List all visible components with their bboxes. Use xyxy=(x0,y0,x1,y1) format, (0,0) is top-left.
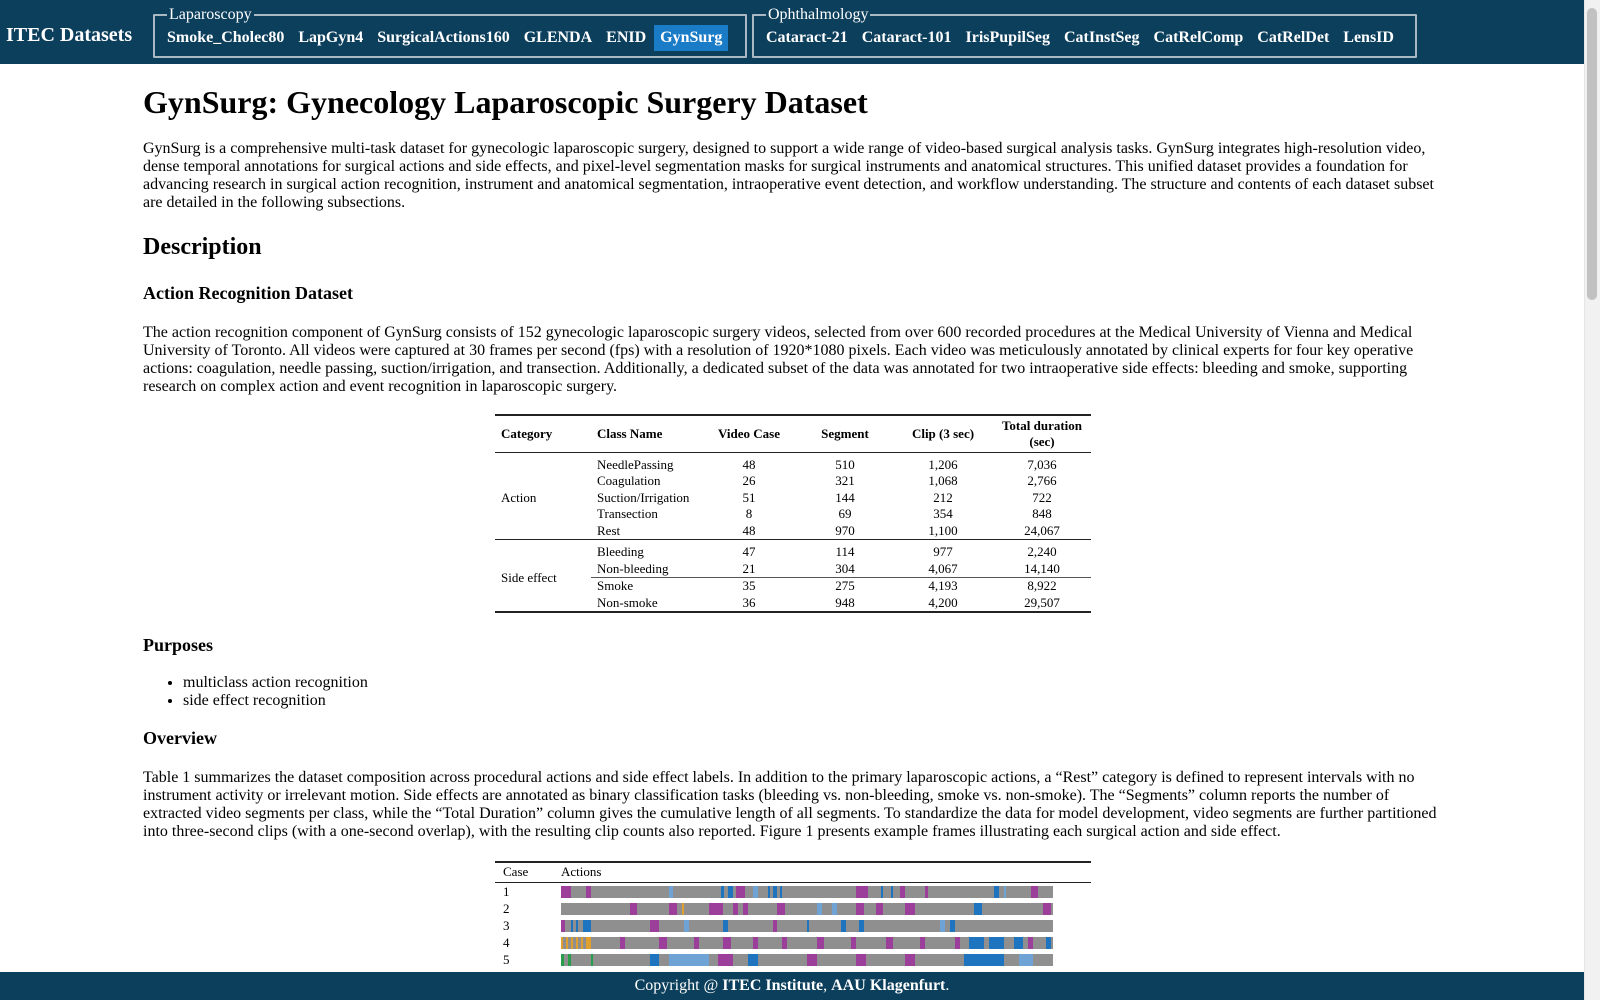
laparoscopy-links xyxy=(161,25,739,51)
timeline-segment xyxy=(955,937,960,949)
table-cell: 51 xyxy=(742,489,756,505)
timeline-row xyxy=(495,883,1091,900)
action-recognition-heading: Action Recognition Dataset xyxy=(143,282,353,303)
timeline-segment xyxy=(743,903,748,915)
timeline-bar xyxy=(561,954,1053,966)
table-cell: 4,193 xyxy=(893,578,993,595)
table-cell: NeedlePassing xyxy=(597,456,674,472)
table-cell: 948 xyxy=(835,594,855,610)
table-cell: 212 xyxy=(933,489,953,505)
dataset-composition-table xyxy=(495,414,1091,614)
ophthalmology-links xyxy=(760,25,1409,51)
table-header-cell: Class Name xyxy=(591,416,701,453)
timeline-segment xyxy=(659,937,666,949)
timeline-segment xyxy=(620,937,625,949)
timeline-segment xyxy=(709,903,724,915)
timeline-bar xyxy=(561,886,1053,898)
nav-link-catinstseg[interactable]: CatInstSeg xyxy=(1063,29,1140,46)
action-timeline-figure xyxy=(495,861,1091,968)
timeline-segment xyxy=(733,903,738,915)
table-cell: 4,067 xyxy=(928,560,958,576)
nav-link-glenda[interactable]: GLENDA xyxy=(523,29,593,46)
timeline-segment xyxy=(777,903,784,915)
timeline-segment xyxy=(940,920,945,932)
page-title: GynSurg: Gynecology Laparoscopic Surgery Dataset xyxy=(143,84,868,120)
timeline-bar xyxy=(561,937,1053,949)
table-cell: 7,036 xyxy=(1027,456,1057,472)
timeline-segment xyxy=(856,954,866,966)
nav-link-enid[interactable]: ENID xyxy=(606,29,647,46)
timeline-segment xyxy=(561,954,564,966)
overview-heading: Overview xyxy=(143,728,217,749)
timeline-segment xyxy=(561,886,571,898)
table-cell: Smoke xyxy=(591,578,701,595)
timeline-segment xyxy=(807,920,809,932)
scrollbar-thumb[interactable] xyxy=(1587,8,1597,300)
timeline-segment xyxy=(817,903,822,915)
table-cell: 4,200 xyxy=(928,594,958,610)
table-cell: 69 xyxy=(838,506,852,522)
timeline-segment xyxy=(989,937,1004,949)
overview-paragraph: Table 1 summarizes the dataset composition across procedural actions and side effect labels. In addition to the primary laparoscopic actions, a “Rest” category is defined to represent intervals with no instrument activity or irrelevant motion. Side effects are annotated as binary classification tasks (bleeding vs. non-bleeding, smoke vs. non-smoke). The “Segments” column reports the number of extracted video segments per class, while the “Total Duration” column gives the cumulative length of all segments. To standardize the data for model development, video segments are further partitioned into three-second clips (with a one-second overlap), with the resulting clip counts also reported. Figure 1 presents example frames illustrating each surgical action and side effect. xyxy=(143,769,1437,841)
timeline-segment xyxy=(583,920,590,932)
main-content xyxy=(143,64,1439,972)
timeline-segment xyxy=(832,903,837,915)
timeline-segment xyxy=(807,954,817,966)
timeline-segment xyxy=(859,920,864,932)
timeline-segment xyxy=(856,903,863,915)
nav-link-lensid[interactable]: LensID xyxy=(1343,29,1394,46)
table-cell: 510 xyxy=(835,456,855,472)
timeline-segment xyxy=(950,920,955,932)
table-header-cell: Clip (3 sec) xyxy=(893,416,993,453)
site-brand[interactable]: ITEC Datasets xyxy=(6,24,133,46)
table-cell: 114 xyxy=(797,540,893,561)
timeline-segment xyxy=(748,954,758,966)
timeline-segment xyxy=(773,886,778,898)
timeline-segment xyxy=(969,937,984,949)
table-cell: 977 xyxy=(893,540,993,561)
timeline-segment xyxy=(650,954,660,966)
table-cell: 275 xyxy=(797,578,893,595)
timeline-segment xyxy=(736,886,746,898)
table-row xyxy=(495,540,1091,561)
table-cell: 35 xyxy=(701,578,797,595)
table-cell: 48 xyxy=(742,522,756,538)
nav-link-gynsurg[interactable]: GynSurg xyxy=(654,25,728,51)
timeline-segment xyxy=(841,920,846,932)
table-cell: 304 xyxy=(835,560,855,576)
timeline-segment xyxy=(851,937,856,949)
table-header-row xyxy=(495,416,1091,453)
table-cell: 354 xyxy=(933,506,953,522)
table-row xyxy=(495,452,1091,473)
timeline-case-label: 5 xyxy=(503,951,510,967)
timeline-segment xyxy=(891,886,893,898)
timeline-segment xyxy=(723,937,730,949)
footer-suffix: . xyxy=(945,977,950,994)
table-cell: 26 xyxy=(742,473,756,489)
timeline-segment xyxy=(1043,903,1050,915)
nav-link-irispupilseg[interactable]: IrisPupilSeg xyxy=(965,29,1050,46)
nav-link-surgicalactions160[interactable]: SurgicalActions160 xyxy=(377,29,510,46)
timeline-segment xyxy=(753,886,758,898)
list-item: • side effect recognition xyxy=(183,692,1439,710)
timeline-row xyxy=(495,951,1091,968)
table-cell: 970 xyxy=(835,522,855,538)
nav-link-cataract-21[interactable]: Cataract-21 xyxy=(766,29,848,46)
table-cell: 8 xyxy=(745,506,753,522)
table-header-cell: Total duration (sec) xyxy=(993,416,1091,453)
timeline-segment xyxy=(669,886,673,898)
timeline-segment xyxy=(886,937,893,949)
table-cell: 1,206 xyxy=(928,456,958,472)
timeline-segment xyxy=(974,903,981,915)
purposes-list xyxy=(143,674,1439,710)
table-category-cell: Side effect xyxy=(495,540,591,612)
timeline-segment xyxy=(900,886,905,898)
table-cell: 47 xyxy=(701,540,797,561)
table-cell: 48 xyxy=(742,456,756,472)
table-category-cell: Action xyxy=(501,489,537,505)
timeline-segment xyxy=(581,937,583,949)
timeline-segment xyxy=(905,954,915,966)
table-cell: 321 xyxy=(835,473,855,489)
timeline-segment xyxy=(561,920,565,932)
timeline-segment xyxy=(561,937,563,949)
figure-header xyxy=(495,863,1091,883)
timeline-segment xyxy=(964,954,1003,966)
nav-link-catreldet[interactable]: CatRelDet xyxy=(1257,29,1330,46)
timeline-bar xyxy=(561,903,1053,915)
timeline-segment xyxy=(780,886,782,898)
timeline-segment xyxy=(1019,954,1034,966)
table-cell: Rest xyxy=(597,522,621,538)
timeline-segment xyxy=(568,954,570,966)
timeline-case-label: 4 xyxy=(503,934,510,950)
timeline-segment xyxy=(768,886,770,898)
timeline-segment xyxy=(586,937,591,949)
timeline-segment xyxy=(1046,937,1051,949)
nav-link-lapgyn4[interactable]: LapGyn4 xyxy=(298,29,364,46)
laparoscopy-legend: Laparoscopy xyxy=(169,6,252,23)
timeline-segment xyxy=(856,886,868,898)
table-cell: 2,766 xyxy=(1027,473,1057,489)
table-cell: 722 xyxy=(1032,489,1052,505)
figure-col-case: Case xyxy=(503,864,529,880)
timeline-segment xyxy=(669,954,708,966)
timeline-segment xyxy=(1028,937,1033,949)
table-header-cell: Video Case xyxy=(701,416,797,453)
ophthalmology-group xyxy=(752,6,1417,58)
timeline-segment xyxy=(782,937,787,949)
footer-university: AAU Klagenfurt xyxy=(831,977,946,994)
table-cell: 848 xyxy=(1032,506,1052,522)
timeline-segment xyxy=(1004,886,1006,898)
laparoscopy-group xyxy=(153,6,747,58)
timeline-segment xyxy=(876,903,883,915)
timeline-segment xyxy=(817,937,824,949)
nav-link-cataract-101[interactable]: Cataract-101 xyxy=(861,29,952,46)
nav-link-catrelcomp[interactable]: CatRelComp xyxy=(1153,29,1244,46)
timeline-segment xyxy=(566,937,568,949)
page-footer xyxy=(0,972,1584,1000)
timeline-segment xyxy=(571,920,573,932)
description-heading: Description xyxy=(143,233,262,260)
intro-paragraph: GynSurg is a comprehensive multi-task dataset for gynecologic laparoscopic surgery, designed to support a wide range of video-based surgical analysis tasks. GynSurg integrates high-resolution video, dense temporal annotations for surgical actions and side effects, and pixel-level segmentation masks for surgical instruments and anatomical structures. This unified dataset provides a foundation for advancing research in surgical action recognition, instrument and anatomical segmentation, intraoperative event detection, and workflow understanding. The structure and contents of each dataset subset are detailed in the following subsections. xyxy=(143,139,1434,211)
timeline-case-label: 3 xyxy=(503,917,510,933)
figure-col-actions: Actions xyxy=(561,864,602,880)
timeline-segment xyxy=(669,903,676,915)
timeline-bar xyxy=(561,920,1053,932)
timeline-row xyxy=(495,900,1091,917)
timeline-segment xyxy=(925,886,927,898)
timeline-segment xyxy=(586,886,592,898)
table-cell: 2,240 xyxy=(993,540,1091,561)
timeline-segment xyxy=(920,937,925,949)
timeline-segment xyxy=(881,886,883,898)
footer-institute: ITEC Institute xyxy=(722,977,824,994)
table-cell: Coagulation xyxy=(597,473,661,489)
timeline-case-label: 2 xyxy=(503,900,510,916)
timeline-case-label: 1 xyxy=(503,883,510,899)
table-cell: Bleeding xyxy=(591,540,701,561)
timeline-row xyxy=(495,934,1091,951)
nav-link-smoke-cholec80[interactable]: Smoke_Cholec80 xyxy=(167,29,285,46)
footer-separator: , xyxy=(823,977,832,994)
table-cell: 29,507 xyxy=(1024,594,1060,610)
footer-prefix: Copyright @ xyxy=(634,977,723,994)
table-cell: Suction/Irrigation xyxy=(597,489,690,505)
timeline-segment xyxy=(721,886,724,898)
table-cell: 36 xyxy=(742,594,756,610)
timeline-segment xyxy=(630,903,637,915)
timeline-row xyxy=(495,917,1091,934)
table-cell: 24,067 xyxy=(1024,522,1060,538)
list-item: • multiclass action recognition xyxy=(183,674,1439,692)
table-header-cell: Segment xyxy=(797,416,893,453)
timeline-segment xyxy=(684,920,689,932)
timeline-segment xyxy=(571,937,573,949)
action-recognition-paragraph: The action recognition component of GynSurg consists of 152 gynecologic laparoscopic surgery videos, selected from over 600 recorded procedures at the Medical University of Vienna and Medical University of Toronto. All videos were captured at 30 frames per second (fps) with a resolution of 1920*1080 pixels. Each video was meticulously annotated by clinical experts for four key operative actions: coagulation, needle passing, suction/irrigation, and transection. Additionally, a dedicated subset of the data was annotated for two intraoperative side effects: bleeding and smoke, supporting research on complex action and event recognition in laparoscopic surgery. xyxy=(143,323,1414,395)
timeline-segment xyxy=(591,954,593,966)
table-header-cell: Category xyxy=(495,416,591,453)
table-cell: Transection xyxy=(597,506,658,522)
timeline-segment xyxy=(718,954,733,966)
timeline-segment xyxy=(682,903,684,915)
table-cell: 1,100 xyxy=(928,522,958,538)
table-cell: Non-smoke xyxy=(597,594,658,610)
timeline-segment xyxy=(576,920,578,932)
ophthalmology-legend: Ophthalmology xyxy=(768,6,869,23)
timeline-segment xyxy=(753,937,758,949)
timeline-segment xyxy=(1014,937,1024,949)
top-navigation-bar xyxy=(0,0,1584,64)
table-cell: 21 xyxy=(742,560,756,576)
timeline-segment xyxy=(576,937,578,949)
table-cell: 1,068 xyxy=(928,473,958,489)
timeline-segment xyxy=(694,937,699,949)
purposes-heading: Purposes xyxy=(143,635,214,656)
table-cell: 144 xyxy=(835,489,855,505)
timeline-segment xyxy=(994,886,999,898)
table-cell: 8,922 xyxy=(993,578,1091,595)
timeline-segment xyxy=(1031,886,1038,898)
timeline-segment xyxy=(728,886,733,898)
timeline-segment xyxy=(650,920,660,932)
timeline-segment xyxy=(723,920,728,932)
page-scrollbar[interactable] xyxy=(1584,0,1600,1000)
table-cell: Non-bleeding xyxy=(597,560,669,576)
table-cell: 14,140 xyxy=(1024,560,1060,576)
timeline-segment xyxy=(905,903,915,915)
timeline-segment xyxy=(773,920,778,932)
